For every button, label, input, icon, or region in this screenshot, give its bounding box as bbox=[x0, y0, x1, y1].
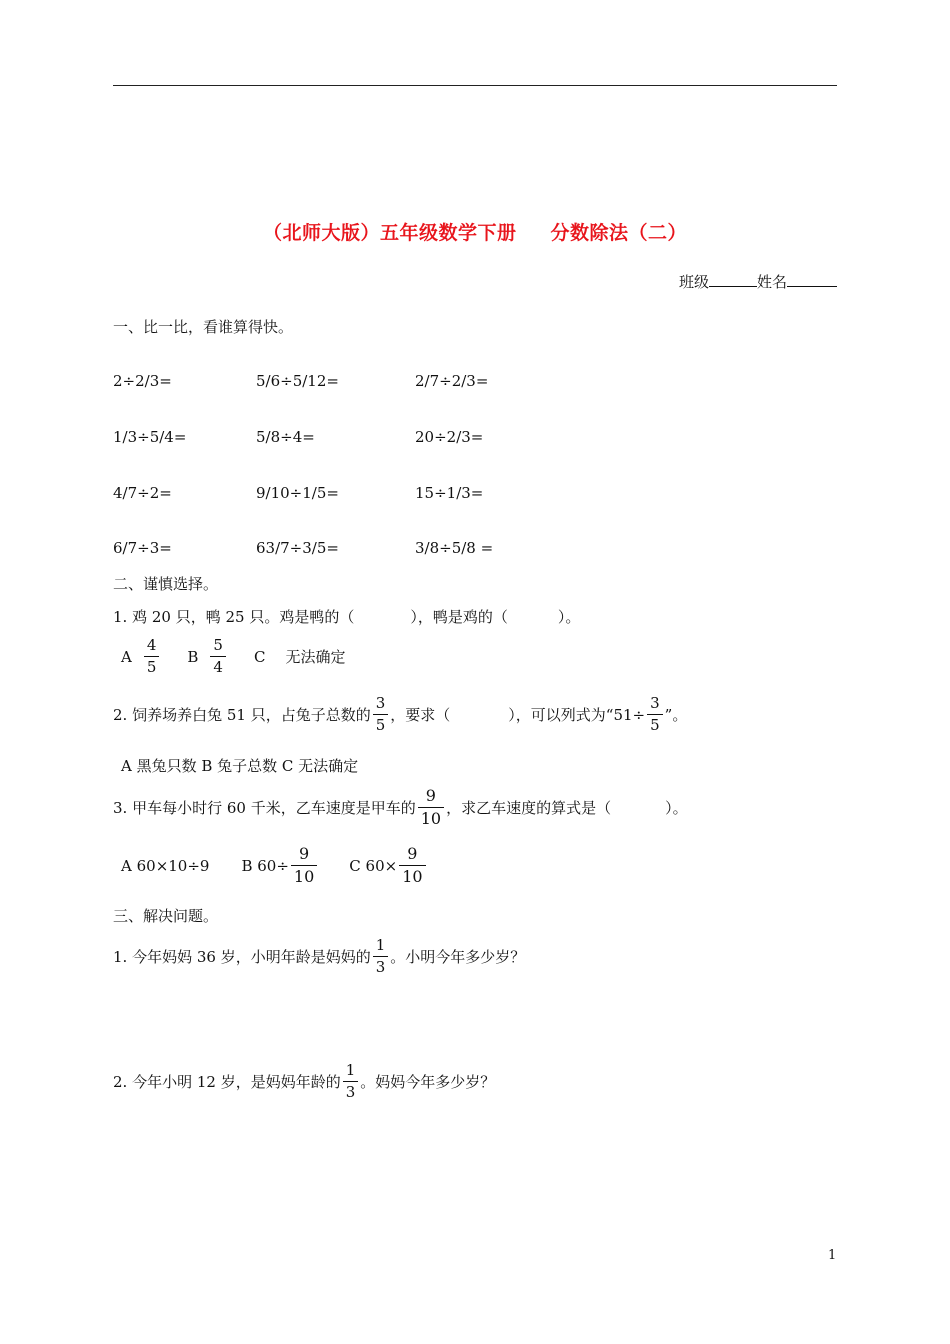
calc-r4c2: 63/7÷3/5= bbox=[256, 539, 339, 557]
q3-opt-b: B 60÷ bbox=[241, 856, 289, 875]
q3-text bbox=[113, 788, 688, 827]
page-number: 1 bbox=[828, 1248, 837, 1263]
problem-1-text-b: 。小明今年多少岁？ bbox=[390, 948, 526, 966]
q1-opt-c-text: 无法确定 bbox=[285, 648, 346, 666]
calc-r2c2: 5/8÷4= bbox=[256, 428, 315, 446]
title-part2: 分数除法（二） bbox=[550, 222, 688, 244]
q3-opt-c: C 60× bbox=[349, 856, 398, 875]
name-label: 姓名 bbox=[756, 273, 787, 291]
q3-frac-den: 10 bbox=[418, 807, 444, 827]
problem-2-text-b: 。妈妈今年多少岁？ bbox=[360, 1073, 496, 1091]
q2-fraction-2 bbox=[647, 696, 663, 733]
problem-2-fraction bbox=[343, 1063, 359, 1100]
q3-opt-b-den: 10 bbox=[291, 865, 317, 885]
q1-text bbox=[113, 606, 580, 627]
calc-r2c3: 20÷2/3= bbox=[415, 428, 484, 446]
calc-r2c1: 1/3÷5/4= bbox=[113, 428, 187, 446]
q1-opt-c-label: C bbox=[253, 647, 266, 666]
calc-r3c1: 4/7÷2= bbox=[113, 484, 172, 502]
q3-options bbox=[121, 846, 428, 885]
header-rule bbox=[113, 85, 837, 86]
calc-r1c3: 2/7÷2/3= bbox=[415, 372, 489, 390]
q3-text-b: ，求乙车速度的算式是（ bbox=[446, 799, 612, 817]
problem-1-text-a: 1. 今年妈妈 36 岁，小明年龄是妈妈的 bbox=[113, 948, 371, 966]
q2-fraction bbox=[373, 696, 389, 733]
q1-text-b: ），鸭是鸡的（ bbox=[410, 608, 508, 626]
q1-text-a: 1. 鸡 20 只，鸭 25 只。鸡是鸭的（ bbox=[113, 608, 355, 626]
calc-r4c1: 6/7÷3= bbox=[113, 539, 172, 557]
q2-text-a: 2. 饲养场养白兔 51 只，占兔子总数的 bbox=[113, 706, 371, 724]
q2-frac2-num: 3 bbox=[650, 694, 660, 712]
problem-2-text-a: 2. 今年小明 12 岁，是妈妈年龄的 bbox=[113, 1073, 341, 1091]
q1-opt-a-label: A bbox=[121, 647, 132, 666]
problem-1-den: 3 bbox=[373, 956, 389, 975]
q1-options bbox=[121, 638, 345, 675]
q2-text bbox=[113, 696, 687, 733]
q3-opt-b-num: 9 bbox=[299, 844, 310, 863]
q3-fraction bbox=[418, 788, 444, 827]
q1-opt-a-num: 4 bbox=[146, 636, 157, 654]
name-blank[interactable] bbox=[787, 272, 837, 287]
problem-1-num: 1 bbox=[375, 936, 386, 954]
class-label: 班级 bbox=[678, 273, 709, 291]
calc-r3c2: 9/10÷1/5= bbox=[256, 484, 339, 502]
q3-text-c: ）。 bbox=[665, 799, 688, 817]
q2-frac-den: 5 bbox=[373, 714, 389, 733]
q1-opt-a-fraction bbox=[144, 638, 160, 675]
q3-opt-a: A 60×10÷9 bbox=[121, 856, 210, 875]
q2-text-d: ”。 bbox=[664, 706, 688, 724]
q1-opt-b-den: 4 bbox=[210, 656, 226, 675]
section3-heading: 三、解决问题。 bbox=[113, 907, 219, 925]
title-part1: （北师大版）五年级数学下册 bbox=[262, 222, 517, 244]
problem-2-num: 1 bbox=[345, 1061, 356, 1079]
class-blank[interactable] bbox=[709, 272, 757, 287]
q1-opt-b-fraction bbox=[210, 638, 226, 675]
q3-opt-c-fraction bbox=[399, 846, 425, 885]
q2-text-b: ，要求（ bbox=[390, 706, 451, 724]
calc-r1c2: 5/6÷5/12= bbox=[256, 372, 339, 390]
q2-frac-num: 3 bbox=[375, 694, 386, 712]
q3-frac-num: 9 bbox=[425, 786, 436, 805]
q3-opt-c-den: 10 bbox=[399, 865, 425, 885]
calc-r1c1: 2÷2/3= bbox=[113, 372, 172, 390]
section2-heading: 二、谨慎选择。 bbox=[113, 575, 219, 593]
calc-r3c3: 15÷1/3= bbox=[415, 484, 484, 502]
q3-opt-b-fraction bbox=[291, 846, 317, 885]
q3-text-a: 3. 甲车每小时行 60 千米，乙车速度是甲车的 bbox=[113, 799, 416, 817]
q1-opt-b-num: 5 bbox=[213, 636, 223, 654]
problem-2-den: 3 bbox=[343, 1081, 359, 1100]
q2-text-c: ），可以列式为“51÷ bbox=[508, 706, 646, 724]
page-title bbox=[0, 218, 950, 245]
q1-opt-b-label: B bbox=[187, 647, 199, 666]
q2-options: A 黑兔只数 B 兔子总数 C 无法确定 bbox=[121, 757, 359, 775]
problem-2 bbox=[113, 1063, 495, 1100]
q2-frac2-den: 5 bbox=[647, 714, 663, 733]
q3-opt-c-num: 9 bbox=[407, 844, 418, 863]
class-name-line bbox=[679, 271, 837, 292]
q1-text-c: ）。 bbox=[557, 608, 581, 626]
problem-1 bbox=[113, 938, 525, 975]
q1-opt-a-den: 5 bbox=[144, 656, 160, 675]
section1-heading: 一、比一比，看谁算得快。 bbox=[113, 318, 294, 336]
calc-r4c3: 3/8÷5/8 = bbox=[415, 539, 494, 557]
problem-1-fraction bbox=[373, 938, 389, 975]
